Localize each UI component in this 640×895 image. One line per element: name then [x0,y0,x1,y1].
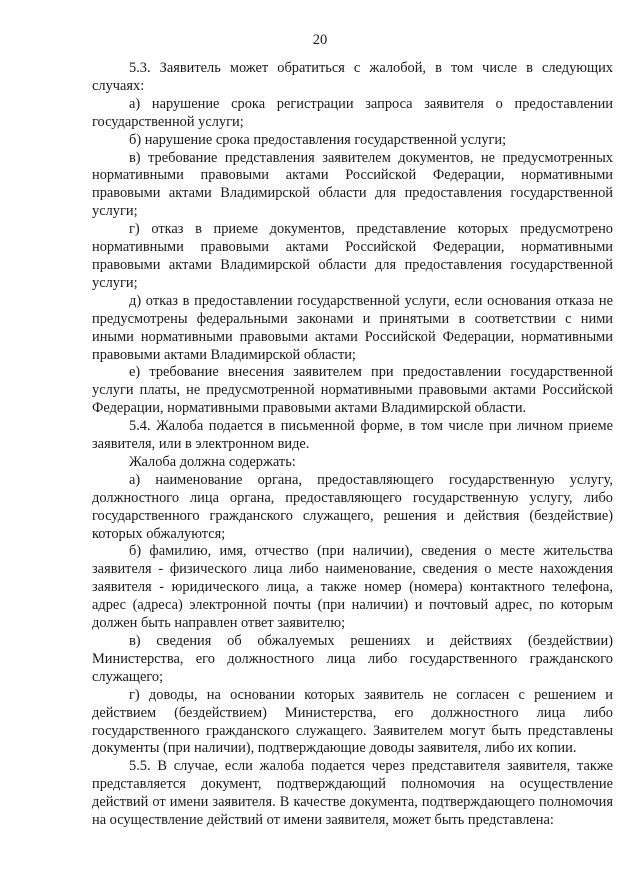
paragraph-5-3-b: б) нарушение срока предоставления государственной услуги; [129,131,507,148]
paragraph-5-3-g: г) отказ в приеме документов, представление которых предусмотрено нормативными правовыми актами Российской Федерации, нормативными правовыми актами Владимирской области для предоставления государственной услуги; [92,221,613,291]
paragraph-complaint-contents: Жалоба должна содержать: [129,453,296,470]
paragraph-5-4-a: а) наименование органа, предоставляющего государственную услугу, должностного лица органа, предоставляющего государственную услугу, либо государственного гражданского служащего, решения и действия (бездействие) которых обжалуются; [92,471,613,542]
paragraph-5-4-g: г) доводы, на основании которых заявитель не согласен с решением и действием (бездействием) Министерства, его должностного лица либо государственного гражданского служащего. Заявителем могут быть представлены документы (при наличии), подтверждающие доводы заявителя, либо их копии. [92,686,613,757]
page-number: 20 [312,32,328,48]
paragraph-5-4: 5.4. Жалоба подается в письменной форме, в том числе при личном приеме заявителя, или в электронном виде. [92,418,613,453]
paragraph-5-3: 5.3. Заявитель может обратиться с жалобой, в том числе в следующих случаях: [92,60,613,94]
paragraph-5-3-a: а) нарушение срока регистрации запроса заявителя о предоставлении государственной услуги; [92,95,613,130]
paragraph-5-3-v: в) требование представления заявителем документов, не предусмотренных нормативными правовыми актами Российской Федерации, нормативными правовыми актами Владимирской области для предоставления государственной услуги; [92,149,613,220]
paragraph-5-4-v: в) сведения об обжалуемых решениях и действиях (бездействии) Министерства, его должностного лица либо государственного гражданского служащего; [92,633,613,685]
paragraph-5-3-d: д) отказ в предоставлении государственной услуги, если основания отказа не предусмотрены федеральными законами и принятыми в соответствии с ними иными нормативными правовыми актами Российской Федерации, нормативными правовыми актами Владимирской области; [92,292,613,363]
paragraph-5-3-e: е) требование внесения заявителем при предоставлении государственной услуги платы, не предусмотренной нормативными правовыми актами Российской Федерации, нормативными правовыми актами Владимирской области. [92,364,613,417]
document-body [92,60,613,830]
paragraph-5-5: 5.5. В случае, если жалоба подается через представителя заявителя, также представляется документ, подтверждающий полномочия на осуществление действий от имени заявителя. В качестве документа, подтверждающего полномочия на осуществление действий от имени заявителя, может быть представлена: [92,758,613,829]
paragraph-5-4-b: б) фамилию, имя, отчество (при наличии), сведения о месте жительства заявителя - физического лица либо наименование, сведения о месте нахождения заявителя - юридического лица, а также номер (номера) контактного телефона, адрес (адреса) электронной почты (при наличии) и почтовый адрес, по которым должен быть направлен ответ заявителю; [92,543,613,632]
